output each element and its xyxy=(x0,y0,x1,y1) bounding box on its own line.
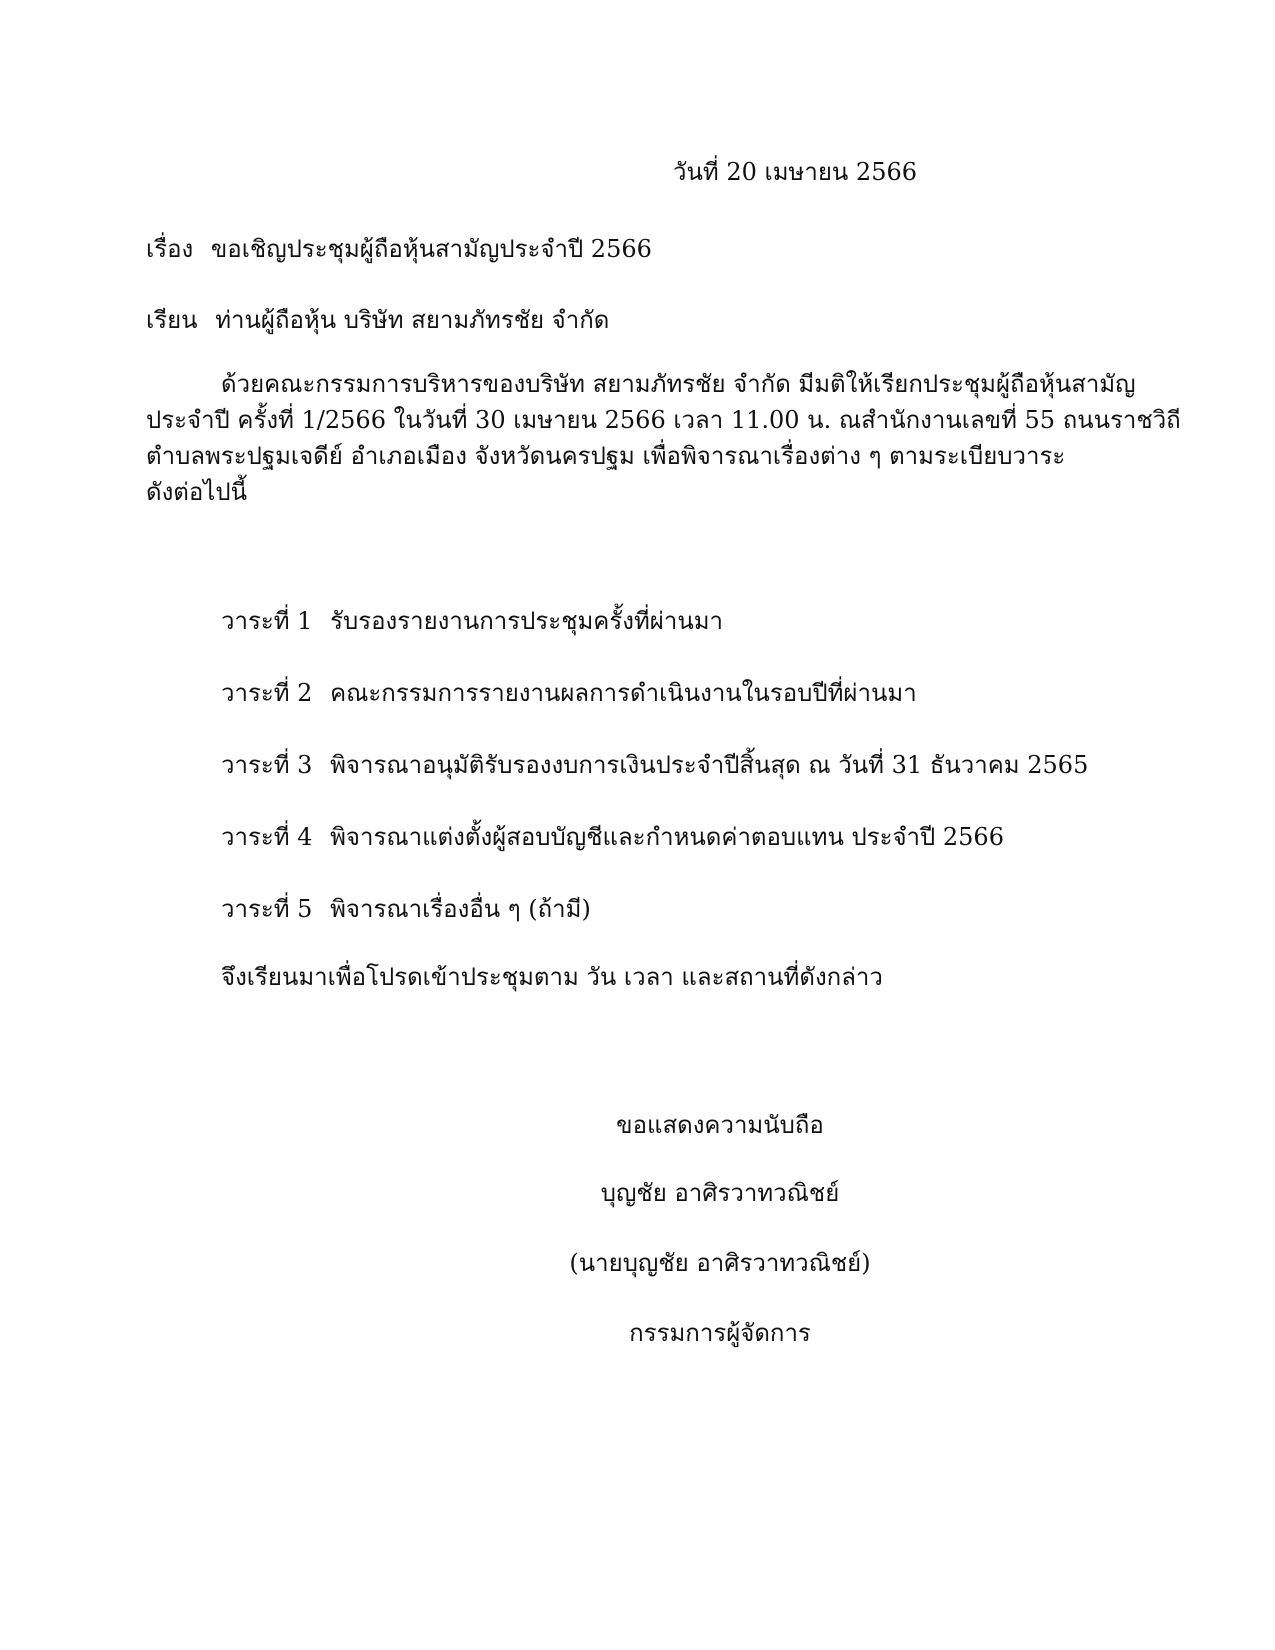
body-line: ตำบลพระปฐมเจดีย์ อำเภอเมือง จังหวัดนครปฐม เพื่อพิจารณาเรื่องต่าง ๆ ตามระเบียบวาระ xyxy=(146,442,1066,470)
agenda-item xyxy=(221,748,1088,820)
signature: บุญชัย อาศิรวาทวณิชย์ xyxy=(600,1179,840,1207)
letter-date: วันที่ 20 เมษายน 2566 xyxy=(673,158,917,186)
subject-label: เรื่อง xyxy=(146,235,194,263)
salutation-text: ท่านผู้ถือหุ้น บริษัท สยามภัทรชัย จำกัด xyxy=(215,306,610,334)
closing-sentence: จึงเรียนมาเพื่อโปรดเข้าประชุมตาม วัน เวลา และสถานที่ดังกล่าว xyxy=(221,963,883,991)
agenda-text: คณะกรรมการรายงานผลการดำเนินงานในรอบปีที่ผ่านมา xyxy=(330,679,917,707)
agenda-item xyxy=(221,892,1088,964)
agenda-list xyxy=(221,604,1088,964)
agenda-number: วาระที่ 3 xyxy=(221,751,313,779)
body-line: ดังต่อไปนี้ xyxy=(146,478,248,506)
salutation-line xyxy=(146,303,609,337)
agenda-number: วาระที่ 4 xyxy=(221,823,313,851)
agenda-text: พิจารณาอนุมัติรับรองงบการเงินประจำปีสิ้นสุด ณ วันที่ 31 ธันวาคม 2565 xyxy=(330,751,1089,779)
subject-line xyxy=(146,232,652,266)
agenda-text: พิจารณาแต่งตั้งผู้สอบบัญชีและกำหนดค่าตอบแทน ประจำปี 2566 xyxy=(330,823,1004,851)
agenda-number: วาระที่ 2 xyxy=(221,679,313,707)
agenda-number: วาระที่ 5 xyxy=(221,895,313,923)
agenda-item xyxy=(221,604,1088,676)
salutation-label: เรียน xyxy=(146,306,198,334)
signer-name: (นายบุญชัย อาศิรวาทวณิชย์) xyxy=(569,1249,871,1277)
agenda-text: รับรองรายงานการประชุมครั้งที่ผ่านมา xyxy=(330,607,724,635)
body-line: ประจำปี ครั้งที่ 1/2566 ในวันที่ 30 เมษายน 2566 เวลา 11.00 น. ณสำนักงานเลขที่ 55 ถนนราชวิถี xyxy=(146,406,1181,434)
agenda-number: วาระที่ 1 xyxy=(221,607,313,635)
regards-text: ขอแสดงความนับถือ xyxy=(616,1111,824,1139)
agenda-item xyxy=(221,676,1088,748)
subject-text: ขอเชิญประชุมผู้ถือหุ้นสามัญประจำปี 2566 xyxy=(210,235,652,263)
agenda-text: พิจารณาเรื่องอื่น ๆ (ถ้ามี) xyxy=(330,895,591,923)
body-line: ด้วยคณะกรรมการบริหารของบริษัท สยามภัทรชัย จำกัด มีมติให้เรียกประชุมผู้ถือหุ้นสามัญ xyxy=(221,370,1136,398)
agenda-item xyxy=(221,820,1088,892)
signer-title: กรรมการผู้จัดการ xyxy=(629,1319,811,1347)
body-paragraph xyxy=(146,366,1181,510)
